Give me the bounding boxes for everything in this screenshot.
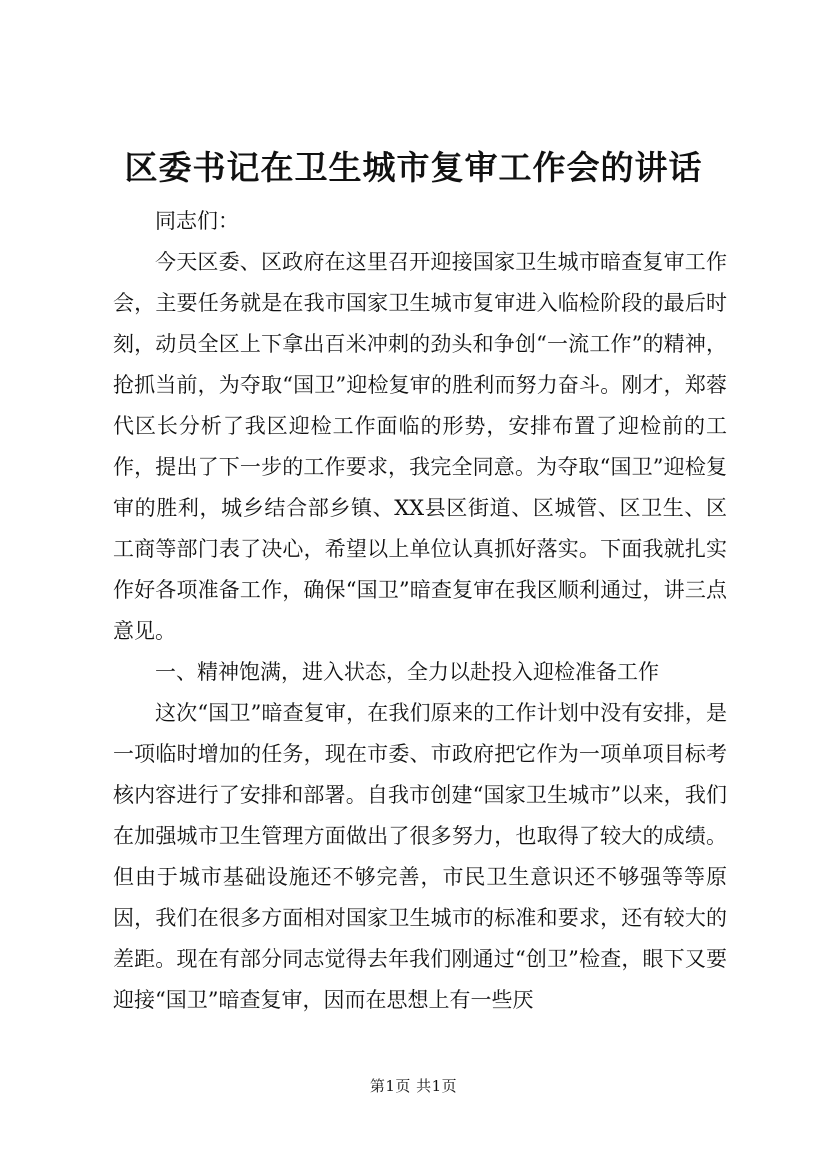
document-body xyxy=(113,201,727,1021)
salutation: 同志们： xyxy=(155,209,239,233)
body-paragraph: 今天区委、区政府在这里召开迎接国家卫生城市暗查复审工作会，主要任务就是在我市国家卫生城市复审进入临检阶段的最后时刻，动员全区上下拿出百米冲刺的劲头和争创“一流工作”的精神，抢抓当前，为夺取“国卫”迎检复审的胜利而努力奋斗。刚才，郑蓉代区长分析了我区迎检工作面临的形势，安排布置了迎检前的工作，提出了下一步的工作要求，我完全同意。为夺取“国卫”迎检复审的胜利，城乡结合部乡镇、XX县区街道、区城管、区卫生、区工商等部门表了决心，希望以上单位认真抓好落实。下面我就扎实作好各项准备工作，确保“国卫”暗查复审在我区顺利通过，讲三点意见。 xyxy=(113,250,727,643)
page-footer: 第1页 共1页 xyxy=(369,1077,458,1095)
section-heading: 一、精神饱满，进入状态，全力以赴投入迎检准备工作 xyxy=(155,660,659,684)
document-title: 区委书记在卫生城市复审工作会的讲话 xyxy=(124,148,703,187)
section-paragraph: 这次“国卫”暗查复审，在我们原来的工作计划中没有安排，是一项临时增加的任务，现在市委、市政府把它作为一项单项目标考核内容进行了安排和部署。自我市创建“国家卫生城市”以来，我们在加强城市卫生管理方面做出了很多努力，也取得了较大的成绩。但由于城市基础设施还不够完善，市民卫生意识还不够强等等原因，我们在很多方面相对国家卫生城市的标准和要求，还有较大的差距。现在有部分同志觉得去年我们刚通过“创卫”检查，眼下又要迎接“国卫”暗查复审，因而在思想上有一些厌 xyxy=(113,701,727,1012)
